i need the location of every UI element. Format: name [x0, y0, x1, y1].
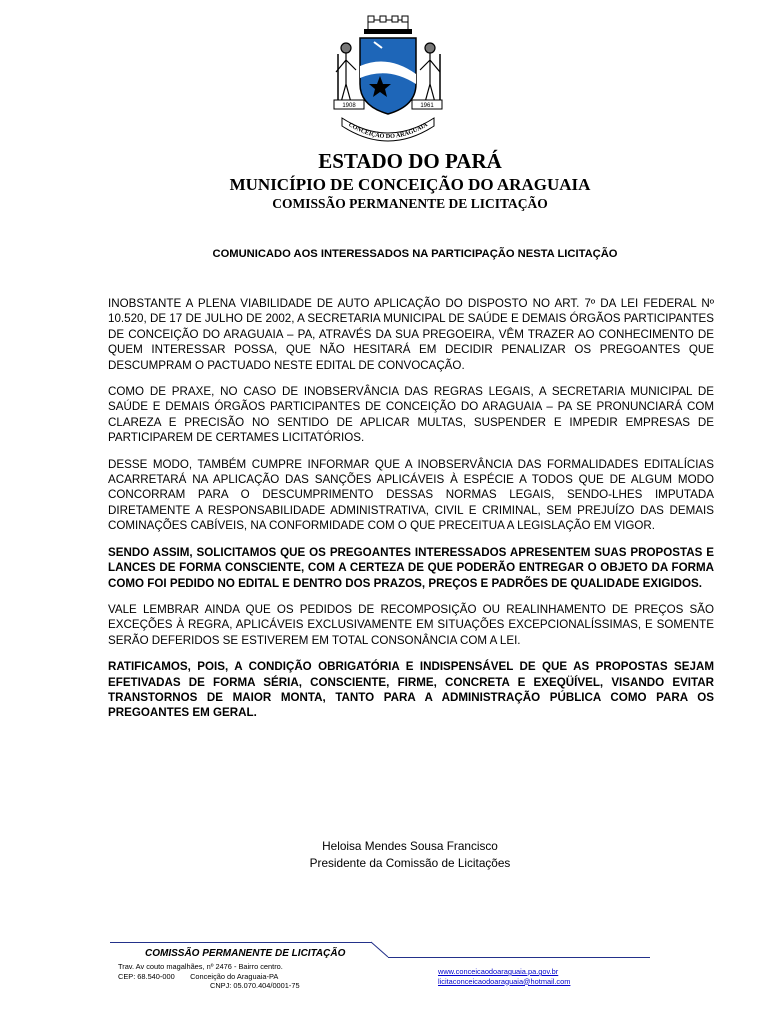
- document-body: [108, 296, 714, 732]
- footer-title: COMISSÃO PERMANENTE DE LICITAÇÃO: [145, 948, 346, 959]
- crest-motto: CONCEIÇÃO DO ARAGUAIA: [347, 121, 429, 141]
- city: Conceição do Araguaia-PA: [190, 971, 279, 981]
- paragraph-5: VALE LEMBRAR AINDA QUE OS PEDIDOS DE RECOMPOSIÇÃO OU REALINHAMENTO DE PREÇOS SÃO EXCEÇÕES À REGRA, APLICÁVEIS EXCLUSIVAMENTE EM SITUAÇÕES EXCEPCIONALÍSSIMAS, E SOMENTE SERÃO DEFERIDOS SE ESTIVEREM EM TOTAL CONSONÂNCIA COM A LEI.: [108, 602, 714, 647]
- state-heading: ESTADO DO PARÁ: [318, 149, 502, 173]
- paragraph-2: COMO DE PRAXE, NO CASO DE INOBSERVÂNCIA DAS REGRAS LEGAIS, A SECRETARIA MUNICIPAL DE SAÚDE E DEMAIS ÓRGÃOS PARTICIPANTES DE CONCEIÇÃO DO ARAGUAIA – PA SE PRONUNCIARÁ COM CLAREZA E PRECISÃO NO SENTIDO DE APLICAR MULTAS, SUSPENDER E IMPEDIR EMPRESAS DE PARTICIPAREM DE CERTAMES LICITATÓRIOS.: [108, 385, 714, 445]
- footer-rule-right: [388, 957, 650, 958]
- shield-icon: [360, 38, 416, 114]
- footer-links: [438, 967, 570, 986]
- paragraph-6: RATIFICAMOS, POIS, A CONDIÇÃO OBRIGATÓRIA E INDISPENSÁVEL DE QUE AS PROPOSTAS SEJAM EFETIVADAS DE FORMA SÉRIA, CONSCIENTE, FIRME, CONCRETA E EXEQÜÍVEL, VISANDO EVITAR TRANSTORNOS DE MAIOR MONTA, TANTO PARA A ADMINISTRAÇÃO PÚBLICA COMO PARA OS PREGOANTES EM GERAL.: [108, 660, 714, 720]
- footer-address: [118, 962, 283, 981]
- footer-rule-left: [110, 942, 372, 943]
- paragraph-1: INOBSTANTE A PLENA VIABILIDADE DE AUTO APLICAÇÃO DO DISPOSTO NO ART. 7º DA LEI FEDERAL Nº 10.520, DE 17 DE JULHO DE 2002, A SECRETARIA MUNICIPAL DE SAÚDE E DEMAIS ÓRGÃOS PARTICIPANTES DE CONCEIÇÃO DO ARAGUAIA – PA, ATRAVÉS DA SUA PREGOEIRA, VÊM TRAZER AO CONHECIMENTO DE QUEM INTERESSAR POSSA, QUE NÃO HESITARÁ EM DECIDIR PENALIZAR OS PREGOANTES QUE DESCUMPRAM O PACTUADO NESTE EDITAL DE CONVOCAÇÃO.: [108, 297, 714, 372]
- footer-rule-slant: [370, 941, 390, 959]
- email-link[interactable]: licitaconceicaodoaraguaia@hotmail.com: [438, 976, 571, 986]
- paragraph-4: SENDO ASSIM, SOLICITAMOS QUE OS PREGOANTES INTERESSADOS APRESENTEM SUAS PROPOSTAS E LANCES DE FORMA CONSCIENTE, COM A CERTEZA DE QUE PODERÃO ENTREGAR O OBJETO DA FORMA COMO FOI PEDIDO NO EDITAL E DENTRO DOS PRAZOS, PREÇOS E PADRÕES DE QUALIDADE EXIGIDOS.: [108, 545, 714, 590]
- notice-title: COMUNICADO AOS INTERESSADOS NA PARTICIPAÇÃO NESTA LICITAÇÃO: [212, 248, 618, 260]
- signature-block: [250, 838, 570, 872]
- address-line: Trav. Av couto magalhães, nº 2476 - Bairro centro.: [118, 962, 283, 971]
- svg-text:CONCEIÇÃO DO ARAGUAIA: [347, 121, 429, 140]
- paragraph-3: DESSE MODO, TAMBÉM CUMPRE INFORMAR QUE A INOBSERVÂNCIA DAS FORMALIDADES EDITALÍCIAS ACARRETARÁ NA APLICAÇÃO DAS SANÇÕES APLICÁVEIS À ESPÉCIE A TODOS QUE DE ALGUM MODO CONCORRAM PARA O DESCUMPRIMENTO DESSAS NORMAS LEGAIS, SENDO-LHES IMPUTADA DIRETAMENTE A RESPONSABILIDADE ADMINISTRATIVA, CIVIL E CRIMINAL, SEM PREJUÍZO DAS DEMAIS COMINAÇÕES CABÍVEIS, NA CONFORMIDADE COM O QUE PRECEITUA A LEGISLAÇÃO EM VIGOR.: [108, 457, 714, 533]
- year-right: 1961: [420, 103, 434, 109]
- signatory-name: Heloisa Mendes Sousa Francisco: [322, 839, 498, 853]
- coat-of-arms: [330, 14, 446, 146]
- commission-heading: COMISSÃO PERMANENTE DE LICITAÇÃO: [272, 196, 548, 211]
- right-figure-icon: [420, 43, 440, 106]
- left-figure-icon: [336, 43, 356, 106]
- crown-icon: [364, 16, 412, 34]
- signatory-role: Presidente da Comissão de Licitações: [309, 856, 511, 870]
- year-left: 1908: [342, 103, 356, 109]
- website-link[interactable]: www.conceicaodoaraguaia.pa.gov.br: [438, 967, 559, 976]
- cnpj: CNPJ: 05.070.404/0001-75: [210, 981, 300, 990]
- cep: CEP: 68.540-000: [118, 971, 175, 981]
- municipality-heading: MUNICÍPIO DE CONCEIÇÃO DO ARAGUAIA: [229, 175, 591, 194]
